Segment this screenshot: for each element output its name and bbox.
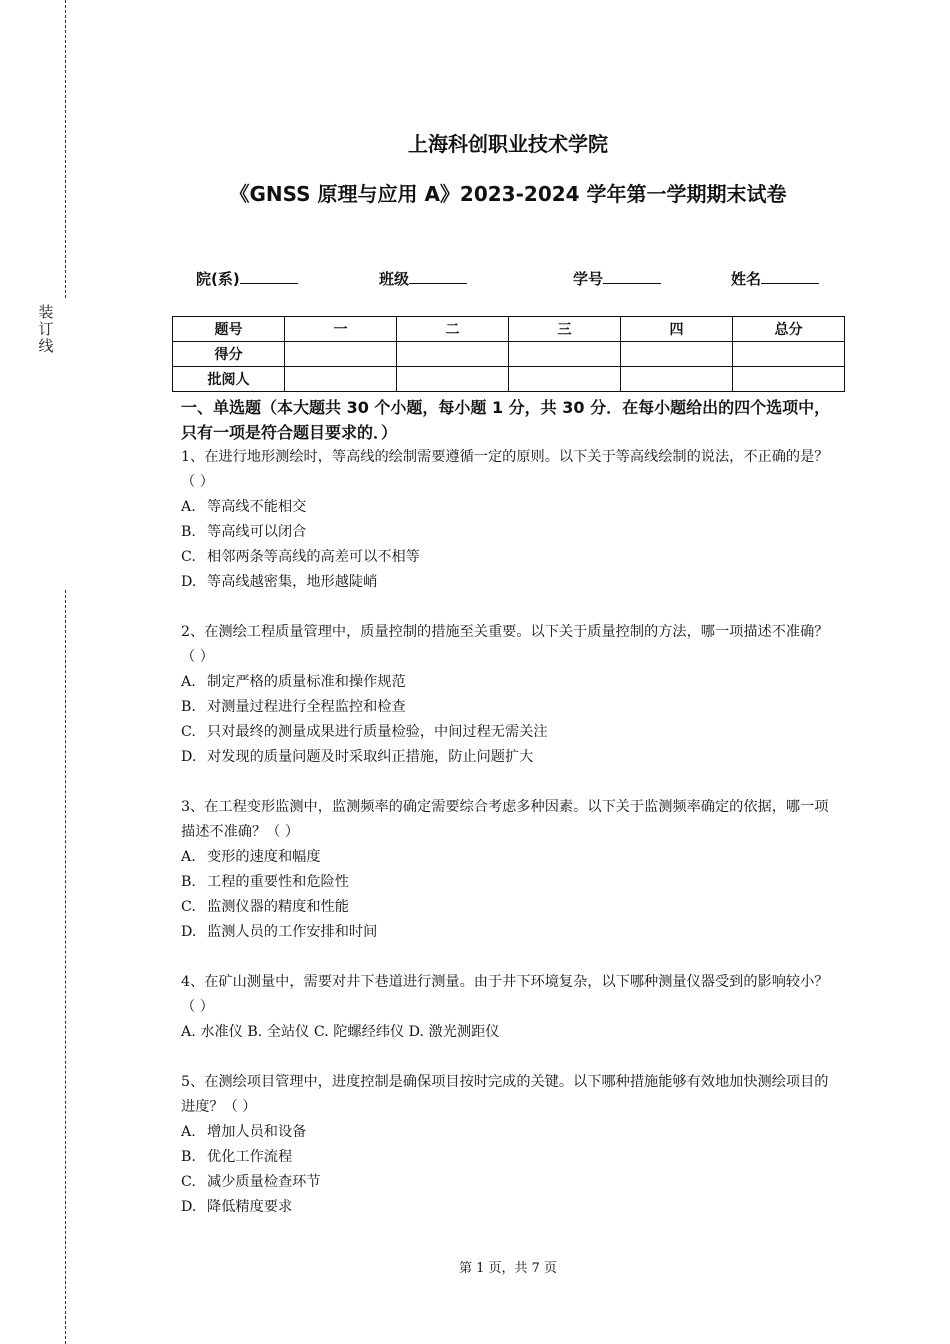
score-table-header-row [173,317,845,342]
school-name: 上海科创职业技术学院 [408,132,608,156]
option-a[interactable]: A. 变形的速度和幅度 [181,849,321,865]
binding-char: 线 [38,337,54,355]
score-table-header-cell: 总分 [733,317,845,342]
option-a[interactable]: A. 等高线不能相交 [181,499,307,515]
inline-options[interactable]: A. 水准仪 B. 全站仪 C. 陀螺经纬仪 D. 激光测距仪 [181,1024,500,1040]
info-label: 学号 [573,270,604,288]
option-d[interactable]: D. 降低精度要求 [181,1199,293,1215]
question-stem: 2、在测绘工程质量管理中，质量控制的措施至关重要。以下关于质量控制的方法，哪一项描述不准确？（ ） [181,624,829,665]
name-blank[interactable] [761,269,819,284]
exam-title: 《GNSS 原理与应用 A》2023-2024 学年第一学期期末试卷 [229,182,787,206]
option-b[interactable]: B. 对测量过程进行全程监控和检查 [181,699,406,715]
option-b[interactable]: B. 工程的重要性和危险性 [181,874,349,890]
exam-content [181,395,841,1245]
question-stem: 1、在进行地形测绘时，等高线的绘制需要遵循一定的原则。以下关于等高线绘制的说法，不正确的是？（ ） [181,449,829,490]
info-label: 班级 [379,270,410,288]
question-stem: 4、在矿山测量中，需要对井下巷道进行测量。由于井下环境复杂，以下哪种测量仪器受到的影响较小？（ ） [181,974,829,1015]
score-cell[interactable] [733,342,845,367]
grader-cell[interactable] [285,367,397,392]
score-table [172,316,845,392]
info-label: 院(系) [196,270,240,288]
option-d[interactable]: D. 监测人员的工作安排和时间 [181,924,378,940]
score-cell[interactable] [509,342,621,367]
score-cell[interactable] [397,342,509,367]
binding-char: 订 [38,320,54,338]
option-b[interactable]: B. 等高线可以闭合 [181,524,307,540]
info-student-id [573,268,661,289]
grader-cell[interactable] [733,367,845,392]
score-cell[interactable] [285,342,397,367]
option-a[interactable]: A. 增加人员和设备 [181,1124,307,1140]
score-table-header-cell: 二 [397,317,509,342]
option-c[interactable]: C. 只对最终的测量成果进行质量检验，中间过程无需关注 [181,724,548,740]
section-title: 一、单选题（本大题共 30 个小题，每小题 1 分，共 30 分．在每小题给出的四个选项中，只有一项是符合题目要求的．） [181,398,831,442]
option-c[interactable]: C. 相邻两条等高线的高差可以不相等 [181,549,420,565]
class-blank[interactable] [409,269,467,284]
department-blank[interactable] [240,269,298,284]
binding-line-bottom [65,590,66,1344]
question-stem: 5、在测绘项目管理中，进度控制是确保项目按时完成的关键。以下哪种措施能够有效地加快测绘项目的进度？（ ） [181,1074,829,1115]
option-a[interactable]: A. 制定严格的质量标准和操作规范 [181,674,406,690]
info-name [731,268,819,289]
grader-cell[interactable] [509,367,621,392]
score-table-row-score [173,342,845,367]
option-d[interactable]: D. 等高线越密集，地形越陡峭 [181,574,378,590]
student-id-blank[interactable] [603,269,661,284]
page-footer: 第 1 页，共 7 页 [458,1261,558,1276]
grader-cell[interactable] [621,367,733,392]
question-3 [181,795,841,945]
option-d[interactable]: D. 对发现的质量问题及时采取纠正措施，防止问题扩大 [181,749,534,765]
grader-cell[interactable] [397,367,509,392]
info-class [379,268,467,289]
question-4 [181,970,841,1045]
info-label: 姓名 [731,270,762,288]
info-department [196,268,298,289]
binding-label [36,304,56,355]
question-5 [181,1070,841,1220]
grader-row-label: 批阅人 [173,367,285,392]
score-table-row-grader [173,367,845,392]
score-table-header-cell: 四 [621,317,733,342]
option-b[interactable]: B. 优化工作流程 [181,1149,293,1165]
question-2 [181,620,841,770]
option-c[interactable]: C. 减少质量检查环节 [181,1174,321,1190]
score-table-header-cell: 一 [285,317,397,342]
binding-char: 装 [38,303,54,321]
score-row-label: 得分 [173,342,285,367]
score-cell[interactable] [621,342,733,367]
score-table-header-cell: 题号 [173,317,285,342]
question-stem: 3、在工程变形监测中，监测频率的确定需要综合考虑多种因素。以下关于监测频率确定的依据，哪一项描述不准确？（ ） [181,799,829,840]
question-1 [181,445,841,595]
option-c[interactable]: C. 监测仪器的精度和性能 [181,899,349,915]
score-table-header-cell: 三 [509,317,621,342]
